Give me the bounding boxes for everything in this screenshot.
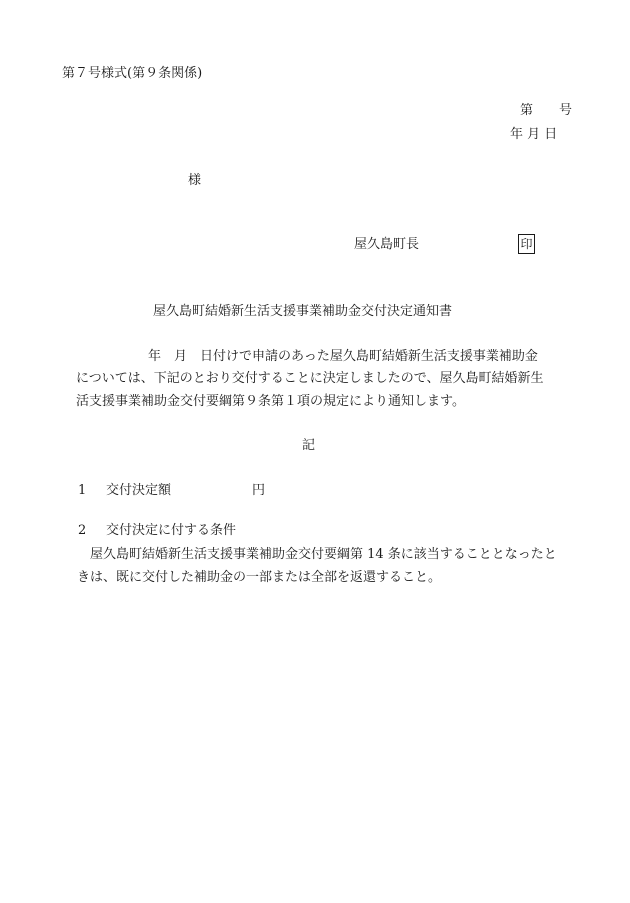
item2-condition-line-1: 屋久島町結婚新生活支援事業補助金交付要綱第 14 条に該当することとなったと: [90, 547, 557, 562]
body-line-3: 活支援事業補助金交付要綱第９条第１項の規定により通知します。: [76, 394, 465, 409]
item2-label: 交付決定に付する条件: [106, 523, 237, 538]
item1-yen-unit: 円: [252, 483, 266, 498]
document-date: 年 月 日: [510, 127, 558, 142]
seal-mark: 印: [518, 234, 535, 254]
addressee-honorific: 様: [188, 173, 202, 188]
document-title: 屋久島町結婚新生活支援事業補助金交付決定通知書: [153, 304, 453, 319]
item1-number: 1: [78, 483, 87, 498]
form-number: 第７号様式(第９条関係): [62, 66, 203, 81]
body-line-2: については、下記のとおり交付することに決定しましたので、屋久島町結婚新生: [76, 371, 544, 386]
body-line-1: 年 月 日付けで申請のあった屋久島町結婚新生活支援事業補助金: [148, 349, 538, 364]
item2-number: 2: [78, 523, 87, 538]
document-number: 第 号: [520, 103, 573, 118]
sender-title: 屋久島町長: [354, 237, 420, 252]
ki-heading: 記: [302, 438, 316, 453]
item1-label: 交付決定額: [106, 483, 172, 498]
item2-condition-line-2: きは、既に交付した補助金の一部または全部を返還すること。: [77, 570, 442, 585]
